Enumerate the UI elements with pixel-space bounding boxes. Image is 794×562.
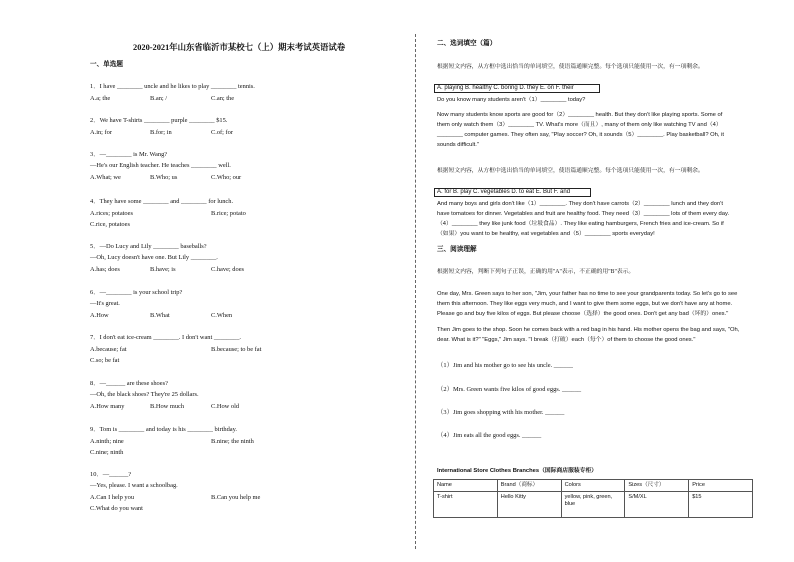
- q4-option-b[interactable]: B.rice; potato: [211, 210, 246, 217]
- question-3: 3．—________ is Mr. Wang?: [90, 151, 168, 158]
- instructions-3: 根据短文内容，判断下列句子正误，正确的用"A"表示，不正确的用"B"表示。: [437, 269, 635, 275]
- passage3-line1: One day, Mrs. Green says to her son, "Jim, your father has no time to see your grandparents today. So let's go to see: [437, 291, 738, 297]
- header-price: Price: [689, 480, 753, 492]
- header-name: Name: [434, 480, 498, 492]
- q6-option-a[interactable]: A.How: [90, 312, 109, 319]
- word-box-2: A. for B. play C. vegetables D. to eat E. But F. and: [434, 188, 591, 197]
- passage3-line2: them this afternoon. They like eggs very much, and I want to give them some eggs, but we don't have any at home.: [437, 301, 733, 307]
- header-sizes: Sizes（尺寸）: [625, 480, 689, 492]
- question-1: 1．I have ________ uncle and he likes to play ________ tennis.: [90, 83, 255, 90]
- cell-price: $15: [689, 492, 753, 518]
- q2-option-a[interactable]: A.in; for: [90, 129, 113, 136]
- q4-option-c[interactable]: C.rice, potatoes: [90, 221, 130, 228]
- header-colors: Colors: [561, 480, 625, 492]
- page-title: 2020-2021年山东省临沂市某校七（上）期末考试英语试卷: [133, 43, 346, 52]
- q3-option-b[interactable]: B.Who; us: [150, 174, 178, 181]
- cell-brand: Hello Kitty: [497, 492, 561, 518]
- q9-option-b[interactable]: B.nine; the ninth: [211, 438, 254, 445]
- q9-option-c[interactable]: C.nine; ninth: [90, 449, 124, 456]
- tf-question-2: （2）Mrs. Green wants five kilos of good eggs. ______: [437, 386, 582, 393]
- q8-option-c[interactable]: C.How old: [211, 403, 240, 410]
- section-reading: 三、阅读理解: [437, 246, 477, 253]
- q9-option-a[interactable]: A.ninth; nine: [90, 438, 124, 445]
- q3-option-a[interactable]: A.What; we: [90, 174, 121, 181]
- q6-option-c[interactable]: C.When: [211, 312, 233, 319]
- section-single-choice: 一、单选题: [90, 61, 123, 68]
- q1-option-a[interactable]: A.a; the: [90, 95, 111, 102]
- cell-colors: yellow, pink, green, blue: [561, 492, 625, 518]
- q5-option-b[interactable]: B.have; is: [150, 266, 176, 273]
- question-8: 8．—______ are these shoes?: [90, 380, 168, 387]
- q7-option-c[interactable]: C.so; be fat: [90, 357, 120, 364]
- passage2-line3: （4）________ they like junk food（垃圾食品）. They like eating hamburgers, French fries and ice-cream. So if: [437, 221, 724, 227]
- question-7: 7．I don't eat ice-cream ________. I don't want ________.: [90, 334, 242, 341]
- question-3-line2: —He's our English teacher. He teaches ________ well.: [90, 162, 231, 169]
- q2-option-c[interactable]: C.of; for: [211, 129, 234, 136]
- q8-option-b[interactable]: B.How much: [150, 403, 185, 410]
- q10-option-c[interactable]: C.What do you want: [90, 505, 143, 512]
- question-8-line2: —Oh, the black shoes? They're 25 dollars.: [90, 391, 199, 398]
- question-10-line2: —Yes, please. I want a schoolbag.: [90, 482, 178, 489]
- word-box-1: A. playing B. healthy C. boring D. they E. on F. their: [434, 84, 600, 93]
- question-5: 5．—Do Lucy and Lily ________ baseballs?: [90, 243, 207, 250]
- q7-option-b[interactable]: B.because; to be fat: [211, 346, 262, 353]
- q10-option-a[interactable]: A.Can I help you: [90, 494, 135, 501]
- question-6-line2: —It's great.: [90, 300, 120, 307]
- question-9: 9．Tom is ________ and today is his ________ birthday.: [90, 426, 238, 433]
- q5-option-c[interactable]: C.have; does: [211, 266, 245, 273]
- section-word-fill: 二、选词填空（篇）: [437, 40, 497, 47]
- tf-question-4: （4）Jim eats all the good eggs. ______: [437, 432, 542, 439]
- header-brand: Brand（商标）: [497, 480, 561, 492]
- passage1-line3: them only watch them（3）________ TV. What's more（而且）, many of them only like watching TV and（4）: [437, 122, 722, 128]
- cell-name: T-shirt: [434, 492, 498, 518]
- table-header-row: [434, 480, 753, 492]
- question-2: 2．We have T-shirts ________ purple ________ $15.: [90, 117, 228, 124]
- question-5-line2: —Oh, Lucy doesn't have one. But Lily ________.: [90, 254, 218, 261]
- q1-option-b[interactable]: B.an; /: [150, 95, 168, 102]
- question-4: 4．They have some ________ and ________ for lunch.: [90, 198, 234, 205]
- passage2-line4: （如果）you want to be healthy, eat vegetables and（5）________ sports everyday!: [437, 231, 655, 237]
- question-6: 6．—________ is your school trip?: [90, 289, 183, 296]
- tf-question-1: （1）Jim and his mother go to see his uncle. ______: [437, 362, 573, 369]
- passage3-line4: Then Jim goes to the shop. Soon he comes back with a red bag in his hand. His mother opens the bag and says, "Oh,: [437, 327, 740, 333]
- clothes-table: [433, 479, 753, 518]
- q10-option-b[interactable]: B.Can you help me: [211, 494, 261, 501]
- q3-option-c[interactable]: C.Who; our: [211, 174, 242, 181]
- passage1-line4: ________ computer games. They often say, "Play soccer? Oh, it sounds（5）________. Play basketball? Oh, it: [437, 132, 725, 138]
- instructions-2: 根据短文内容，从方框中选出恰当的单词填空，使语篇通顺完整。每个选项只能使用一次，有一项剩余。: [437, 168, 704, 174]
- passage2-line2: have tomatoes for dinner. Vegetables and fruit are healthy food. They need（3）________ lots of them every day.: [437, 211, 730, 217]
- q5-option-a[interactable]: A.has; does: [90, 266, 120, 273]
- right-page: [397, 0, 794, 562]
- q2-option-b[interactable]: B.for; in: [150, 129, 172, 136]
- q8-option-a[interactable]: A.How many: [90, 403, 125, 410]
- passage1-line2: Now many students know sports are good for（2）________ health. But they don't like playing sports. Some of: [437, 112, 723, 118]
- q1-option-c[interactable]: C.an; the: [211, 95, 235, 102]
- table-title: International Store Clothes Branches（国际商店服装专柜）: [437, 468, 598, 474]
- q6-option-b[interactable]: B.What: [150, 312, 170, 319]
- instructions-1: 根据短文内容，从方框中选出恰当的单词填空，使语篇通顺完整。每个选项只能使用一次，有一项剩余。: [437, 64, 704, 70]
- q4-option-a[interactable]: A.rices; potatoes: [90, 210, 133, 217]
- tf-question-3: （3）Jim goes shopping with his mother. ______: [437, 409, 565, 416]
- passage3-line3: Please go and buy five kilos of eggs. But please choose（选择）the good ones. Don't get any bad（坏的）ones.": [437, 311, 729, 317]
- passage2-line1: And many boys and girls don't like（1）________. They don't have carrots（2）________ lunch and they don't: [437, 201, 723, 207]
- cell-sizes: S/M/XL: [625, 492, 689, 518]
- table-row: [434, 492, 753, 518]
- passage1-line5: sounds difficult.": [437, 142, 479, 148]
- passage3-line5: dear. What is it?" "Eggs," Jim says. "I break（打破）each（每个）of them to choose the good ones.": [437, 337, 696, 343]
- q7-option-a[interactable]: A.because; fat: [90, 346, 127, 353]
- question-10: 10．—______?: [90, 471, 132, 478]
- passage1-line1: Do you know many students aren't（1）________ today?: [437, 97, 586, 103]
